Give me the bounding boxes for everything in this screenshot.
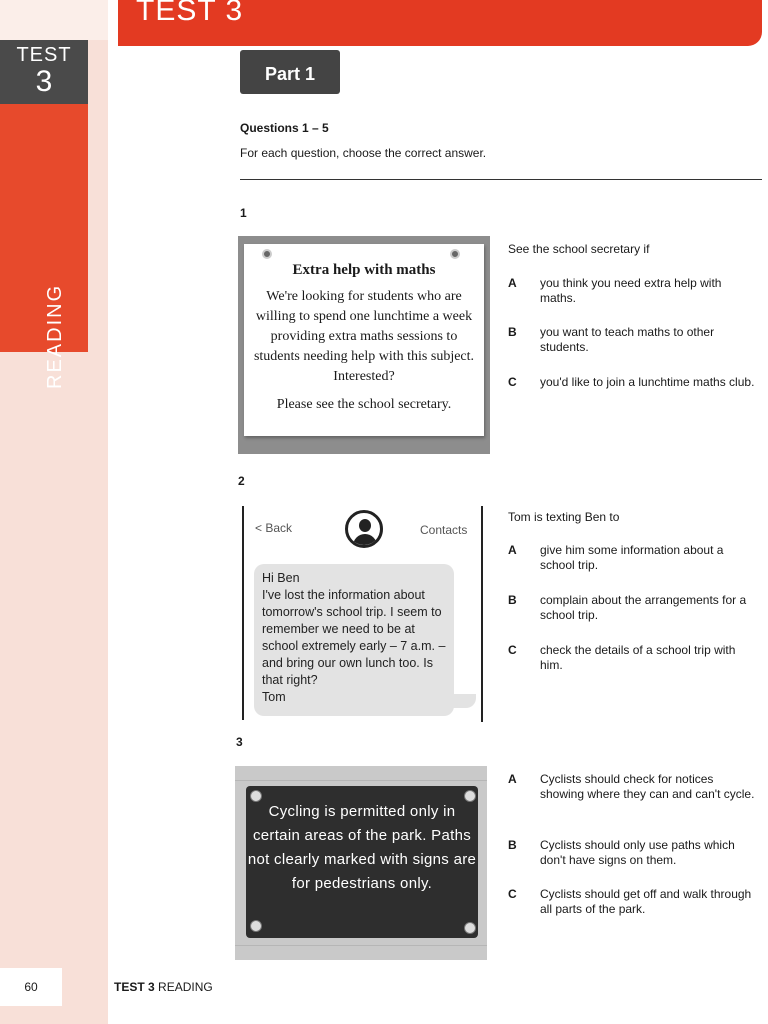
pin-icon [450,249,460,259]
option-text: Cyclists should only use paths which don't have signs on them. [540,838,735,867]
option-letter: A [508,276,517,290]
option-text: Cyclists should check for notices showing where they can and can't cycle. [540,772,755,801]
question-3-option-b[interactable] [508,838,760,868]
question-number-3: 3 [236,735,243,749]
question-number-1: 1 [240,206,247,220]
question-1-option-c[interactable] [508,375,758,390]
notice [244,244,484,436]
margin-top [0,0,108,40]
option-text: you want to teach maths to other students. [540,325,715,354]
option-letter: C [508,643,517,657]
test-tab-number: 3 [35,65,53,98]
notice-body: We're looking for students who are willing to spend one lunchtime a week providing extra maths sessions to students needing help with this subject. Interested? [253,289,475,384]
question-number-2: 2 [238,474,245,488]
park-sign: Cycling is permitted only in certain areas of the park. Paths not clearly marked with signs are for pedestrians only. [246,786,478,938]
question-2-option-c[interactable] [508,643,760,673]
part-label: Part 1 [240,50,340,94]
footer-label-rest: READING [154,980,213,994]
phone-edge-right [481,506,483,722]
section-tab-label: READING [44,283,66,389]
screw-icon [464,790,476,802]
option-letter: C [508,887,517,901]
question-2-option-b[interactable] [508,593,760,623]
screw-icon [250,920,262,932]
question-3-option-a[interactable] [508,772,760,802]
footer-label-bold: TEST 3 [114,980,155,994]
option-text: Cyclists should get off and walk through all parts of the park. [540,887,752,916]
back-button: < Back [255,521,293,535]
question-1-stem: See the school secretary if [508,242,650,256]
questions-header: Questions 1 – 5 [240,121,329,135]
screw-icon [464,922,476,934]
question-2-option-a[interactable] [508,543,760,573]
notice-closing: Please see the school secretary. [276,397,452,412]
top-banner [118,0,762,46]
option-letter: C [508,375,517,389]
page-number: 60 [0,968,62,1006]
option-text: give him some information about a school trip. [540,543,724,572]
question-3-option-c[interactable] [508,887,760,917]
message-bubble: Hi Ben I've lost the information about tomorrow's school trip. I seem to remember we need to be at school extremely early – 7 a.m. – and bring our own lunch too. Is that right? Tom [254,564,454,716]
pin-icon [262,249,272,259]
option-letter: A [508,543,517,557]
question-1-option-a[interactable] [508,276,758,306]
instructions: For each question, choose the correct answer. [240,146,487,160]
contacts-button: Contacts [420,523,468,537]
footer-label [114,980,213,994]
option-letter: B [508,325,517,339]
divider [240,179,762,180]
test-tab-word: TEST [16,44,72,66]
avatar-icon [345,510,383,548]
phone-edge-left [242,506,244,720]
background-stripe [235,945,487,946]
option-text: check the details of a school trip with him. [540,643,736,672]
background-stripe [235,780,487,781]
test-tab [0,40,88,104]
option-text: complain about the arrangements for a school trip. [540,593,747,622]
option-letter: A [508,772,517,786]
option-text: you think you need extra help with maths. [540,276,722,305]
option-text: you'd like to join a lunchtime maths club. [540,375,755,389]
question-1-option-b[interactable] [508,325,758,355]
screw-icon [250,790,262,802]
banner-title: TEST 3 [136,0,244,27]
option-letter: B [508,838,517,852]
question-2-stem: Tom is texting Ben to [508,510,620,524]
option-letter: B [508,593,517,607]
notice-title: Extra help with maths [292,262,436,278]
section-tab [0,104,88,389]
